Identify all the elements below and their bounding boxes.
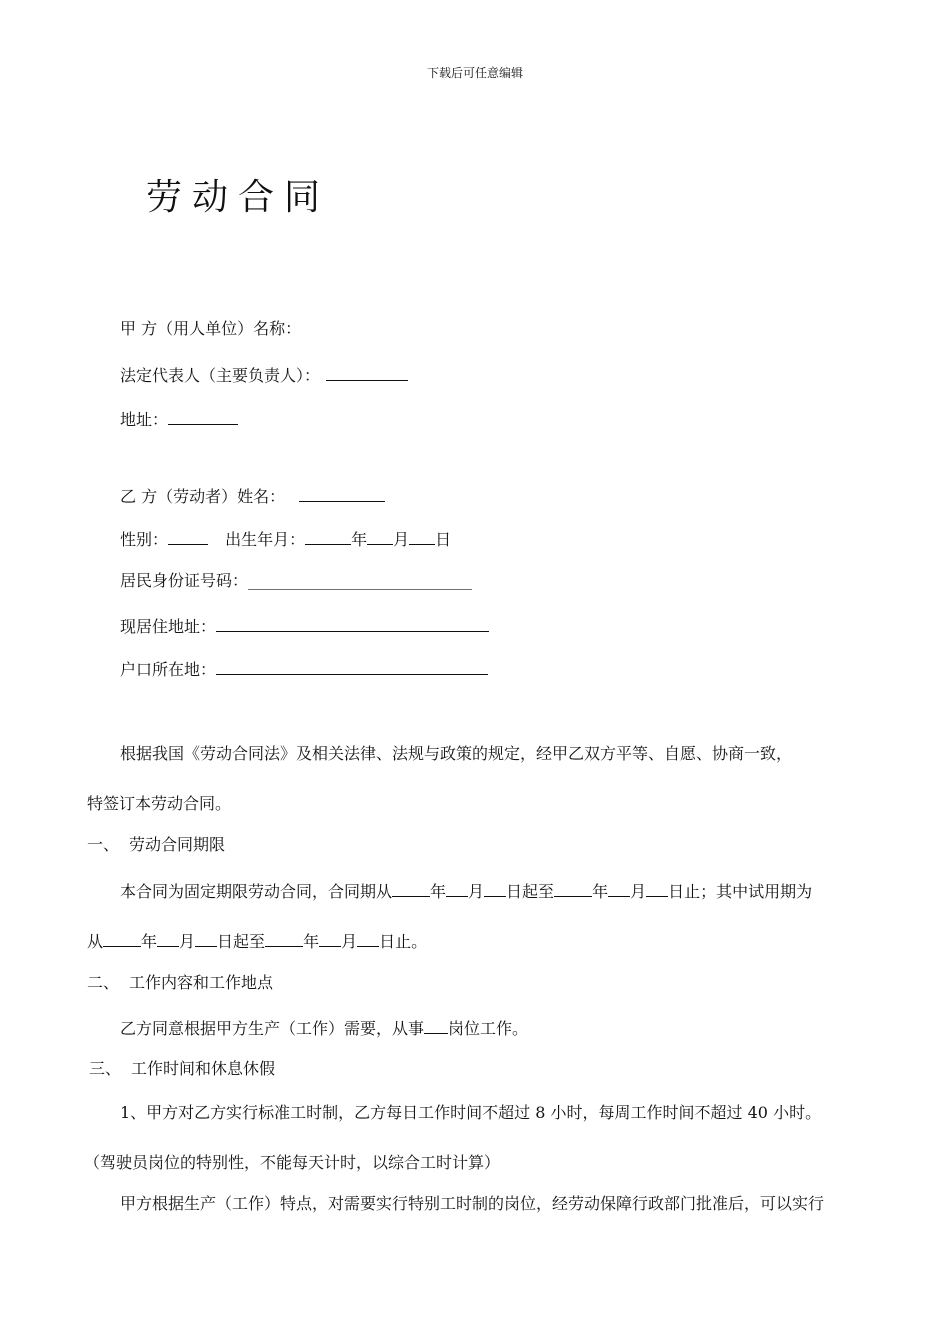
party-a-rep-line — [120, 365, 408, 384]
term-end-month-unit: 月 — [630, 882, 647, 901]
term-end-month-blank[interactable] — [608, 881, 630, 897]
party-b-gender-birth-line — [120, 529, 451, 548]
section-1-line-1 — [120, 881, 812, 900]
party-b-hukou-line — [120, 659, 488, 678]
party-a-rep-blank[interactable] — [326, 365, 408, 381]
section-3-title: 工作时间和休息休假 — [131, 1059, 276, 1078]
hukou-label: 户口所在地： — [120, 660, 217, 679]
birth-label: 出生年月： — [225, 530, 306, 549]
probation-start-month-blank[interactable] — [157, 931, 179, 947]
page-header: 下载后可任意编辑 — [426, 66, 523, 80]
section-2-number: 二、 — [87, 973, 120, 992]
birth-day-unit: 日 — [435, 530, 452, 549]
probation-end-month-blank[interactable] — [319, 931, 341, 947]
party-a-address-blank[interactable] — [168, 409, 238, 425]
term-end-year-blank[interactable] — [554, 881, 592, 897]
id-label: 居民身份证号码： — [120, 571, 249, 590]
probation-start-day-blank[interactable] — [195, 931, 217, 947]
section-1-number: 一、 — [87, 835, 120, 854]
probation-end-day-blank[interactable] — [357, 931, 379, 947]
residence-label: 现居住地址： — [120, 617, 217, 636]
section-3-line-2: （驾驶员岗位的特别性，不能每天计时，以综合工时计算） — [84, 1153, 501, 1172]
party-b-name-blank[interactable] — [299, 486, 385, 502]
party-b-residence-line — [120, 616, 489, 635]
term-start-month-blank[interactable] — [446, 881, 468, 897]
probation-start-month-unit: 月 — [179, 932, 196, 951]
term-start-day-blank[interactable] — [484, 881, 506, 897]
birth-month-blank[interactable] — [367, 529, 393, 545]
section-1-title: 劳动合同期限 — [129, 835, 226, 854]
party-a-name-label: 甲 方（用人单位）名称： — [120, 319, 302, 338]
gender-blank[interactable] — [168, 529, 208, 545]
contract-term-text: 本合同为固定期限劳动合同，合同期从 — [120, 882, 393, 901]
hukou-blank[interactable] — [216, 659, 488, 675]
intro-line-1: 根据我国《劳动合同法》及相关法律、法规与政策的规定，经甲乙双方平等、自愿、协商一致， — [120, 744, 793, 763]
section-2-title: 工作内容和工作地点 — [129, 973, 274, 992]
section-2-heading — [87, 975, 273, 991]
probation-start-year-unit: 年 — [141, 932, 158, 951]
term-end-day-blank[interactable] — [646, 881, 668, 897]
term-start-day-unit: 日起至 — [506, 882, 555, 901]
job-content-suffix: 岗位工作。 — [448, 1019, 529, 1038]
birth-year-blank[interactable] — [305, 529, 351, 545]
section-1-heading — [87, 837, 225, 853]
section-3-number: 三、 — [89, 1059, 122, 1078]
term-start-year-unit: 年 — [430, 882, 447, 901]
party-a-rep-label: 法定代表人（主要负责人）： — [120, 366, 321, 385]
probation-end-year-blank[interactable] — [265, 931, 303, 947]
intro-line-2: 特签订本劳动合同。 — [87, 794, 232, 813]
document-title: 劳动合同 — [146, 177, 331, 218]
term-end-day-unit: 日止；其中试用期为 — [668, 882, 813, 901]
probation-from-text: 从 — [87, 932, 104, 951]
party-a-address-line — [120, 409, 238, 428]
probation-end-day-unit: 日止。 — [379, 932, 428, 951]
id-blank[interactable]: ____________________________ — [248, 571, 473, 590]
birth-day-blank[interactable] — [409, 529, 435, 545]
party-b-name-label: 乙 方（劳动者）姓名： — [120, 487, 286, 506]
birth-month-unit: 月 — [393, 530, 410, 549]
probation-start-year-blank[interactable] — [103, 931, 141, 947]
party-a-address-label: 地址： — [120, 410, 169, 429]
term-start-year-blank[interactable] — [392, 881, 430, 897]
section-3-line-1: 1、甲方对乙方实行标准工时制，乙方每日工作时间不超过 8 小时，每周工作时间不超过 40 小时。 — [120, 1103, 822, 1122]
term-start-month-unit: 月 — [468, 882, 485, 901]
birth-year-unit: 年 — [351, 530, 368, 549]
term-end-year-unit: 年 — [592, 882, 609, 901]
probation-end-month-unit: 月 — [341, 932, 358, 951]
section-1-line-2 — [87, 931, 427, 950]
party-b-id-line — [120, 573, 472, 589]
section-3-heading — [89, 1061, 275, 1077]
gender-label: 性别： — [120, 530, 169, 549]
probation-start-day-unit: 日起至 — [217, 932, 266, 951]
party-b-name-line — [120, 486, 385, 505]
job-content-text: 乙方同意根据甲方生产（工作）需要，从事 — [120, 1019, 425, 1038]
job-position-blank[interactable] — [424, 1018, 448, 1034]
section-3-line-3: 甲方根据生产（工作）特点，对需要实行特别工时制的岗位，经劳动保障行政部门批准后，可以实行 — [120, 1194, 825, 1213]
probation-end-year-unit: 年 — [303, 932, 320, 951]
residence-blank[interactable] — [216, 616, 489, 632]
section-2-line-1 — [120, 1018, 528, 1037]
